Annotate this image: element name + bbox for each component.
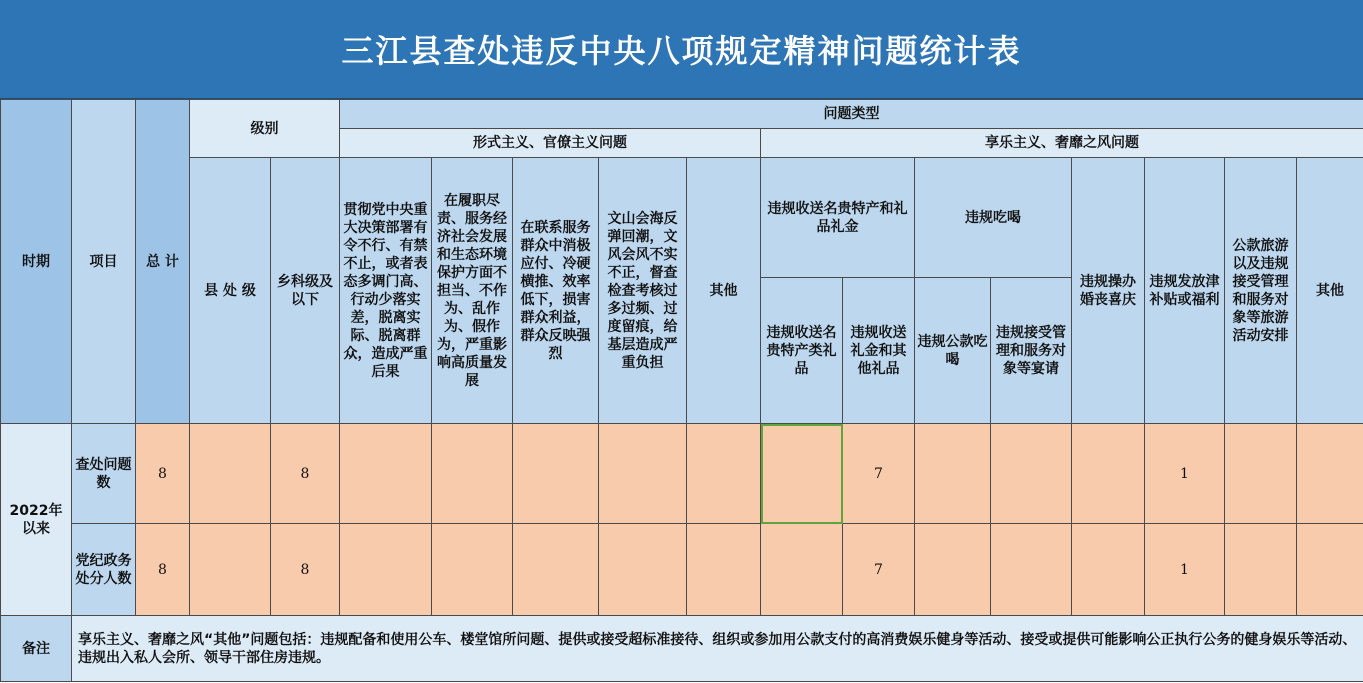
header-total[interactable]: 总 计 [136, 100, 190, 424]
header-period[interactable]: 时期 [1, 100, 72, 424]
header-gift-a[interactable]: 违规收送名贵特产类礼品 [761, 278, 843, 424]
row-label-cases[interactable]: 查处问题数 [72, 424, 136, 524]
punished-travel[interactable] [1225, 524, 1297, 616]
title-bar [0, 0, 1363, 99]
header-formalism-3[interactable]: 在联系服务群众中消极应付、冷硬横推、效率低下，损害群众利益，群众反映强烈 [513, 158, 599, 424]
cases-eat-a[interactable] [915, 424, 991, 524]
header-level-township[interactable]: 乡科级及以下 [271, 158, 340, 424]
punished-township[interactable]: 8 [271, 524, 340, 616]
cases-h-other[interactable] [1297, 424, 1363, 524]
header-problem-type[interactable]: 问题类型 [340, 100, 1363, 129]
note-text[interactable]: 享乐主义、奢靡之风“其他”问题包括：违规配备和使用公车、楼堂馆所问题、提供或接受超标准接待、组织或参加用公款支付的高消费娱乐健身等活动、接受或提供可能影响公正执行公务的健身娱乐等活动、违规出入私人会所、领导干部住房违规。 [72, 616, 1363, 682]
punished-h-other[interactable] [1297, 524, 1363, 616]
cases-f1[interactable] [340, 424, 432, 524]
header-travel[interactable]: 公款旅游以及违规接受管理和服务对象等旅游活动安排 [1225, 158, 1297, 424]
page-title: 三江县查处违反中央八项规定精神问题统计表 [341, 32, 1022, 70]
header-wedding[interactable]: 违规操办婚丧喜庆 [1072, 158, 1145, 424]
cases-f4[interactable] [599, 424, 687, 524]
punished-gift-b[interactable]: 7 [843, 524, 915, 616]
punished-subsidy[interactable]: 1 [1145, 524, 1225, 616]
header-formalism-1[interactable]: 贯彻党中央重大决策部署有令不行、有禁不止，或者表态多调门高、行动少落实差，脱离实际、脱离群众，造成严重后果 [340, 158, 432, 424]
cases-wedding[interactable] [1072, 424, 1145, 524]
cases-total[interactable]: 8 [136, 424, 190, 524]
header-eat-a[interactable]: 违规公款吃喝 [915, 278, 991, 424]
header-subsidy[interactable]: 违规发放津补贴或福利 [1145, 158, 1225, 424]
punished-gift-a[interactable] [761, 524, 843, 616]
header-level-county[interactable]: 县 处 级 [190, 158, 271, 424]
cases-f2[interactable] [432, 424, 513, 524]
header-formalism-other[interactable]: 其他 [687, 158, 761, 424]
header-formalism-2[interactable]: 在履职尽责、服务经济社会发展和生态环境保护方面不担当、不作为、乱作为、假作为，严重影响高质量发展 [432, 158, 513, 424]
punished-eat-b[interactable] [991, 524, 1072, 616]
cases-eat-b[interactable] [991, 424, 1072, 524]
header-eat-group[interactable]: 违规吃喝 [915, 158, 1072, 278]
header-hedonism[interactable]: 享乐主义、奢靡之风问题 [761, 129, 1363, 158]
statistics-table [0, 99, 1363, 682]
header-gift-group[interactable]: 违规收送名贵特产和礼品礼金 [761, 158, 915, 278]
punished-f4[interactable] [599, 524, 687, 616]
cases-travel[interactable] [1225, 424, 1297, 524]
header-level[interactable]: 级别 [190, 100, 340, 158]
row-label-punished[interactable]: 党纪政务处分人数 [72, 524, 136, 616]
punished-f-other[interactable] [687, 524, 761, 616]
cases-f-other[interactable] [687, 424, 761, 524]
header-formalism-4[interactable]: 文山会海反弹回潮，文风会风不实不正，督查检查考核过多过频、过度留痕，给基层造成严重负担 [599, 158, 687, 424]
punished-f1[interactable] [340, 524, 432, 616]
cases-f3[interactable] [513, 424, 599, 524]
note-label[interactable]: 备注 [1, 616, 72, 682]
punished-total[interactable]: 8 [136, 524, 190, 616]
punished-eat-a[interactable] [915, 524, 991, 616]
cases-county[interactable] [190, 424, 271, 524]
punished-wedding[interactable] [1072, 524, 1145, 616]
header-formalism[interactable]: 形式主义、官僚主义问题 [340, 129, 761, 158]
cases-subsidy[interactable]: 1 [1145, 424, 1225, 524]
cases-gift-b[interactable]: 7 [843, 424, 915, 524]
header-hedonism-other[interactable]: 其他 [1297, 158, 1363, 424]
header-item[interactable]: 项目 [72, 100, 136, 424]
cases-township[interactable]: 8 [271, 424, 340, 524]
punished-f3[interactable] [513, 524, 599, 616]
header-gift-b[interactable]: 违规收送礼金和其他礼品 [843, 278, 915, 424]
period-cell[interactable]: 2022年以来 [1, 424, 72, 616]
cases-gift-a[interactable] [761, 424, 843, 524]
punished-f2[interactable] [432, 524, 513, 616]
header-eat-b[interactable]: 违规接受管理和服务对象等宴请 [991, 278, 1072, 424]
punished-county[interactable] [190, 524, 271, 616]
